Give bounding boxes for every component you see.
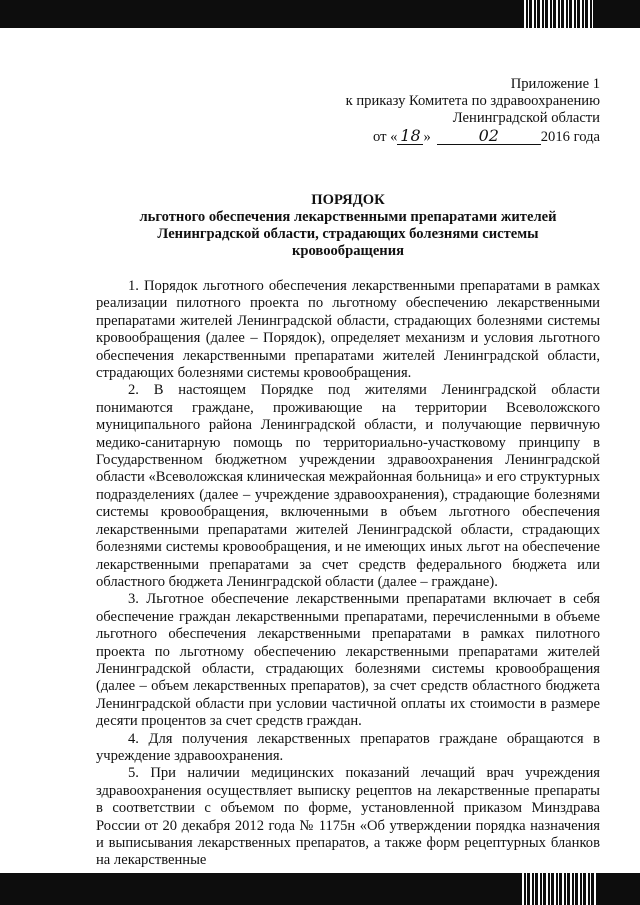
document-subtitle: льготного обеспечения лекарственными препаратами жителей Ленинградской области, страдающих болезнями системы кровообращения: [139, 209, 557, 259]
paragraph-3: 3. Льготное обеспечение лекарственными препаратами включает в себя обеспечение граждан лекарственными препаратами, перечисленными в объеме льготного обеспечения лекарственными препаратами в рамках пилотного проекта по льготному обеспечению лекарственными препаратами жителей Ленинградской области, страдающих болезнями системы кровообращения (далее – объем лекарственных препаратов), за счет средств областного бюджета Ленинградской области при условии частичной оплаты их стоимости в размере десяти процентов за счет средств граждан.: [96, 591, 600, 730]
appendix-header: [96, 76, 600, 146]
paragraph-4: 4. Для получения лекарственных препаратов граждане обращаются в учреждение здравоохранения.: [96, 730, 600, 764]
date-year: 2016 года: [540, 129, 600, 145]
appendix-date: [96, 127, 600, 146]
document-page: [96, 76, 600, 870]
scan-border-top: [0, 0, 640, 28]
barcode-top: [524, 0, 594, 28]
paragraph-5: 5. При наличии медицинских показаний лечащий врач учреждения здравоохранения осуществляет выписку рецептов на лекарственные препараты в соответствии с объемом по форме, установленной приказом Минздрава России от 20 декабря 2012 года № 1175н «Об утверждении порядка назначения и выписывания лекарственных препаратов, а также форм рецептурных бланков на лекарственные: [96, 765, 600, 869]
date-mid: »: [423, 129, 431, 145]
appendix-region: Ленинградской области: [452, 110, 600, 126]
document-body: [96, 278, 600, 870]
paragraph-1: 1. Порядок льготного обеспечения лекарственными препаратами в рамках реализации пилотного проекта по льготному обеспечению лекарственными препаратами жителей Ленинградской области, страдающих болезнями системы кровообращения (далее – Порядок), определяет механизм и условия льготного обеспечения лекарственными препаратами жителей Ленинградской области, страдающих болезнями системы кровообращения.: [96, 278, 600, 382]
scan-border-bottom: [0, 873, 640, 905]
paragraph-2: 2. В настоящем Порядке под жителями Ленинградской области понимаются граждане, проживающие на территории Всеволожского муниципального района Ленинградской области, и получающие первичную медико-санитарную помощь по территориально-участковому принципу в Государственном бюджетном учреждении здравоохранения Ленинградской области «Всеволожская клиническая межрайонная больница» и его структурных подразделениях (далее – учреждение здравоохранения), страдающие болезнями системы кровообращения, включенными в объем льготного обеспечения лекарственными препаратами жителей Ленинградской области, страдающих болезнями системы кровообращения, и не имеющих иных льгот на обеспечение лекарственными препаратами за счет средств федерального бюджета или областного бюджета Ленинградской области (далее – граждане).: [96, 382, 600, 590]
date-month: 02: [437, 127, 541, 145]
document-title: ПОРЯДОК: [311, 192, 385, 208]
date-day: 18: [397, 127, 423, 145]
date-prefix: от «: [373, 129, 398, 145]
appendix-order: к приказу Комитета по здравоохранению: [345, 93, 600, 109]
appendix-number: Приложение 1: [510, 76, 600, 92]
barcode-bottom: [522, 873, 596, 905]
